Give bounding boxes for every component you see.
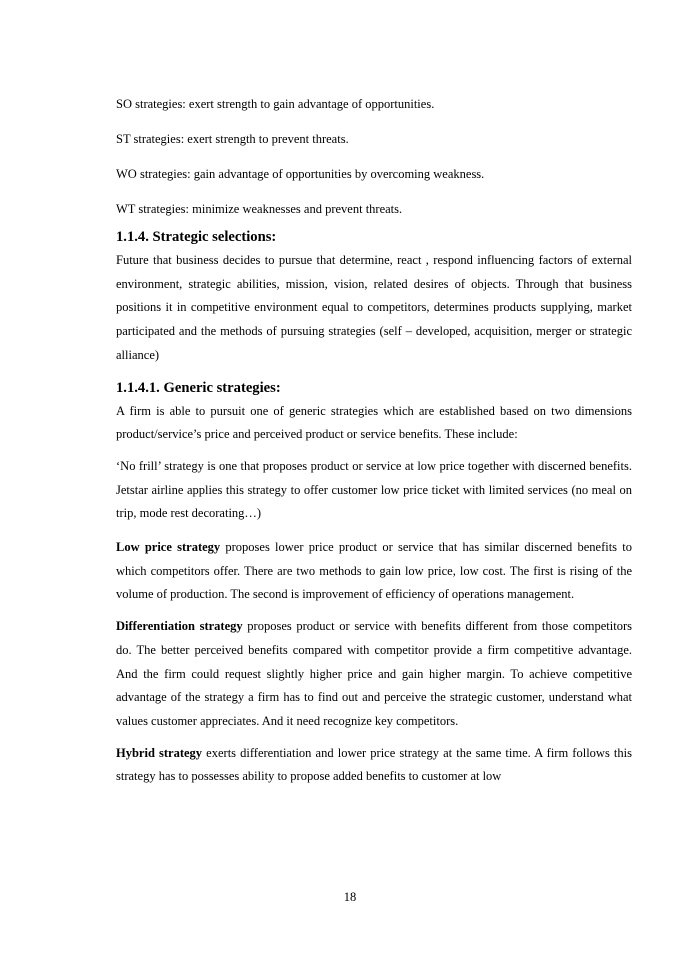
wt-strategy-line: WT strategies: minimize weaknesses and prevent threats. [116, 202, 403, 216]
generic-strategies-heading: 1.1.4.1. Generic strategies: [116, 379, 281, 396]
low-price-strategy-text: proposes lower price product or service that has similar discerned benefits to which competitors offer. There are two methods to gain low price, low cost. The first is rising of the volume of production. The second is improvement of efficiency of operations management. [116, 540, 632, 602]
generic-strategies-intro: A firm is able to pursuit one of generic strategies which are established based on two dimensions product/service’s price and perceived product or service benefits. These include: [116, 403, 632, 442]
no-frill-strategy-paragraph: ‘No frill’ strategy is one that proposes product or service at low price together with discerned benefits. Jetstar airline applies this strategy to offer customer low price ticket with limited services (no meal on trip, mode rest decorating…) [116, 458, 632, 521]
st-strategy-line: ST strategies: exert strength to prevent threats. [116, 132, 349, 146]
page-number: 18 [343, 890, 357, 904]
so-strategy-line: SO strategies: exert strength to gain advantage of opportunities. [116, 97, 435, 111]
differentiation-strategy-term: Differentiation strategy [116, 619, 243, 634]
strategic-selections-heading: 1.1.4. Strategic selections: [116, 229, 277, 245]
differentiation-strategy-text: proposes product or service with benefits different from those competitors do. The better perceived benefits compared with competitor provide a firm competitive advantage. And the firm could request slightly higher price and gain higher margin. To achieve competitive advantage of the strategy a firm has to find out and perceive the strategic customer, understand what values customer appreciates. And it need recognize key competitors. [116, 619, 632, 728]
differentiation-strategy-paragraph [116, 615, 632, 734]
hybrid-strategy-text: exerts differentiation and lower price strategy at the same time. A firm follows this strategy has to possesses ability to propose added benefits to customer at low [116, 745, 632, 784]
low-price-strategy-term: Low price strategy [116, 540, 221, 555]
wo-strategy-line: WO strategies: gain advantage of opportunities by overcoming weakness. [116, 167, 485, 181]
low-price-strategy-paragraph [116, 536, 632, 607]
hybrid-strategy-term: Hybrid strategy [116, 745, 203, 760]
hybrid-strategy-paragraph [116, 742, 632, 789]
strategic-selections-paragraph: Future that business decides to pursue that determine, react , respond influencing factors of external environment, strategic abilities, mission, vision, related desires of objects. Through that business positions it in competitive environment equal to competitors, determines products supplying, market participated and the methods of pursuing strategies (self – developed, acquisition, merger or strategic alliance) [116, 253, 632, 362]
document-page [116, 92, 632, 789]
